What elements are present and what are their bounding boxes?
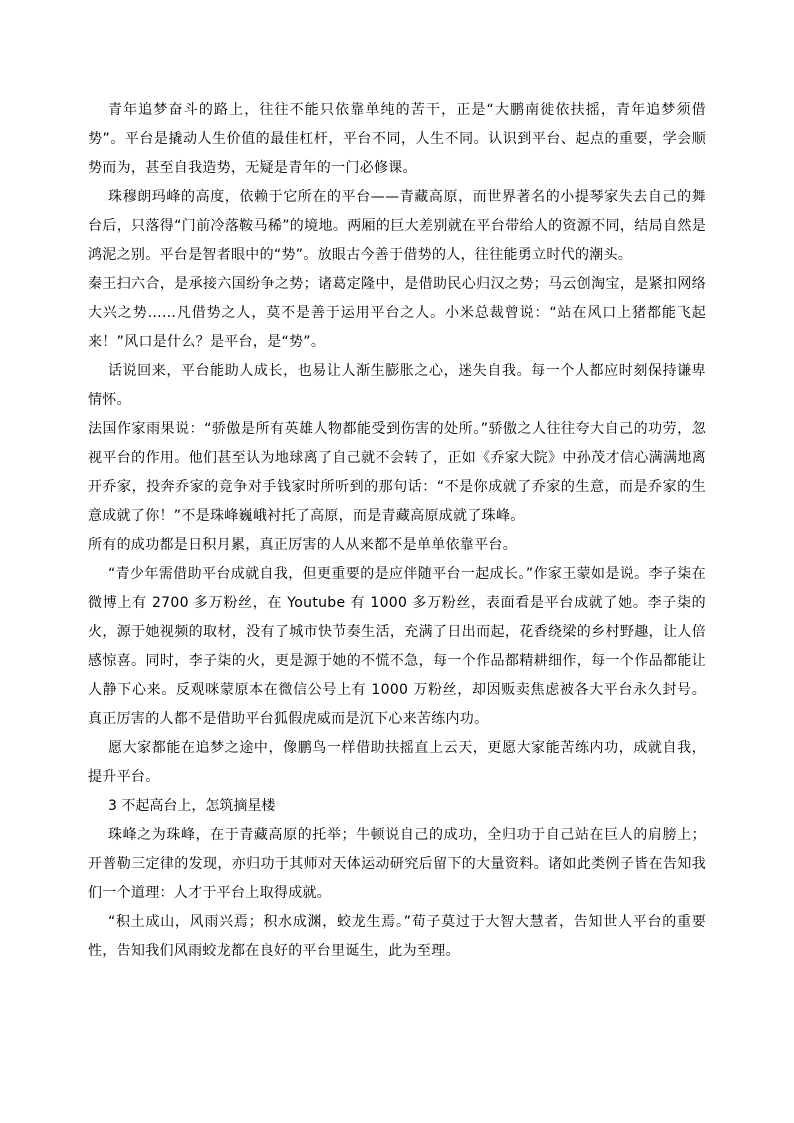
section-heading: 3 不起高台上，怎筑摘星楼 — [108, 798, 276, 814]
paragraph-8: 愿大家都能在追梦之途中，像鹏鸟一样借助扶摇直上云天，更愿大家能苦练内功，成就自我，提升平台。 — [88, 740, 706, 785]
paragraph-5: 法国作家雨果说：“骄傲是所有英雄人物都能受到伤害的处所。”骄傲之人往往夸大自己的功劳，忽视平台的作用。他们甚至认为地球离了自己就不会转了，正如《乔家大院》中孙茂才信心满满地离开乔家，投奔乔家的竞争对手钱家时所听到的那句话：“不是你成就了乔家的生意，而是乔家的生意成就了你！”不是珠峰巍峨衬托了高原，而是青藏高原成就了珠峰。 — [88, 421, 706, 524]
document-body — [88, 96, 706, 966]
paragraph-7: “青少年需借助平台成就自我，但更重要的是应伴随平台一起成长。”作家王蒙如是说。李子柒在微博上有 2700 多万粉丝，在 Youtube 有 1000 多万粉丝，表面看是平台成就了她。李子柒的火，源于她视频的取材，没有了城市快节奏生活，充满了日出而起，花香绕梁的乡村野趣，让人倍感惊喜。同时，李子柒的火，更是源于她的不慌不急，每一个作品都精耕细作，每一个作品都能让人静下心来。反观咪蒙原本在微信公号上有 1000 万粉丝，却因贩卖焦虑被各大平台永久封号。真正厉害的人都不是借助平台狐假虎威而是沉下心来苦练内功。 — [88, 566, 706, 727]
paragraph-2: 珠穆朗玛峰的高度，依赖于它所在的平台——青藏高原，而世界著名的小提琴家失去自己的舞台后，只落得“门前冷落鞍马稀”的境地。两厢的巨大差别就在平台带给人的资源不同，结局自然是鸿泥之别。平台是智者眼中的“势”。放眼古今善于借势的人，往往能勇立时代的潮头。 — [88, 189, 706, 263]
paragraph-1: 青年追梦奋斗的路上，往往不能只依靠单纯的苦干，正是“大鹏南徙依扶摇，青年追梦须借势”。平台是撬动人生价值的最佳杠杆，平台不同，人生不同。认识到平台、起点的重要，学会顺势而为，甚至自我造势，无疑是青年的一门必修课。 — [88, 102, 706, 176]
paragraph-10: “积土成山，风雨兴焉；积水成渊，蛟龙生焉。”荀子莫过于大智大慧者，告知世人平台的重要性，告知我们风雨蛟龙都在良好的平台里诞生，此为至理。 — [88, 914, 706, 959]
paragraph-6: 所有的成功都是日积月累，真正厉害的人从来都不是单单依靠平台。 — [88, 537, 517, 553]
paragraph-3: 秦王扫六合，是承接六国纷争之势；诸葛定隆中，是借助民心归汉之势；马云创淘宝，是紧扣网络大兴之势……凡借势之人，莫不是善于运用平台之人。小米总裁曾说：“站在风口上猪都能飞起来！”风口是什么？是平台，是“势”。 — [88, 276, 706, 350]
paragraph-9: 珠峰之为珠峰，在于青藏高原的托举；牛顿说自己的成功，全归功于自己站在巨人的肩膀上；开普勒三定律的发现，亦归功于其师对天体运动研究后留下的大量资料。诸如此类例子皆在告知我们一个道理：人才于平台上取得成就。 — [88, 827, 706, 901]
paragraph-4: 话说回来，平台能助人成长，也易让人渐生膨胀之心，迷失自我。每一个人都应时刻保持谦卑情怀。 — [88, 363, 706, 408]
